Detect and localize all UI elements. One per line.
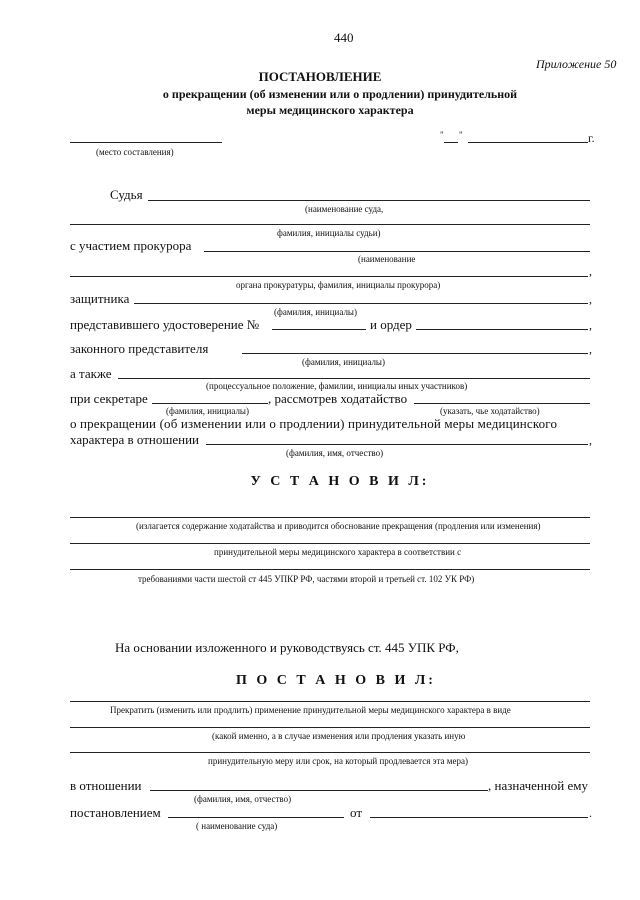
defender-label: защитника — [70, 291, 130, 306]
resolution-caption: ( наименование суда) — [196, 821, 278, 831]
defender-line[interactable] — [134, 303, 588, 304]
regarding-line-1: о прекращении (об изменении или о продлении) принудительной меры медицинского — [70, 416, 558, 431]
resolution-line[interactable] — [168, 817, 344, 818]
motion-line[interactable] — [414, 403, 590, 404]
regarding-caption: (фамилия, имя, отчество) — [286, 448, 384, 458]
motion-caption: (указать, чье ходатайство) — [440, 406, 540, 416]
decided-caption-1: Прекратить (изменить или продлить) применение принудительной меры медицинского характера в виде — [110, 705, 511, 715]
date-open-quote: " — [440, 130, 444, 140]
from-line[interactable] — [370, 817, 588, 818]
assigned-label: , назначенной ему — [488, 778, 588, 793]
established-header: У С Т А Н О В И Л: — [250, 474, 430, 489]
regarding-line[interactable] — [206, 444, 588, 445]
resolution-label: постановлением — [70, 805, 161, 820]
prosecutor-comma: , — [589, 264, 592, 278]
page-number: 440 — [334, 30, 354, 45]
judge-line-2[interactable] — [70, 224, 590, 225]
established-line-1[interactable] — [70, 517, 590, 518]
established-line-3[interactable] — [70, 569, 590, 570]
defender-comma: , — [589, 292, 592, 306]
doc-subtitle-2: меры медицинского характера — [246, 103, 414, 117]
place-line[interactable] — [70, 142, 222, 143]
legal-rep-label: законного представителя — [70, 341, 209, 356]
place-caption: (место составления) — [96, 147, 174, 157]
doc-title: ПОСТАНОВЛЕНИЕ — [258, 69, 382, 84]
established-caption-2: принудительной меры медицинского характера в соответствии с — [214, 547, 462, 557]
in-respect-line[interactable] — [150, 790, 488, 791]
also-label: а также — [70, 366, 112, 381]
prosecutor-caption-1: (наименование — [358, 254, 416, 264]
order-line[interactable] — [416, 329, 588, 330]
decided-line-3[interactable] — [70, 752, 590, 753]
prosecutor-line[interactable] — [204, 251, 590, 252]
prosecutor-caption-2: органа прокуратуры, фамилия, инициалы прокурора) — [236, 280, 441, 290]
date-day-line[interactable] — [444, 142, 458, 143]
date-year-suffix: г. — [588, 131, 595, 145]
decided-line-1[interactable] — [70, 701, 590, 702]
legal-rep-caption: (фамилия, инициалы) — [302, 357, 385, 367]
decided-caption-3: принудительную меру или срок, на который продлевается эта мера) — [208, 756, 468, 766]
order-comma: , — [589, 318, 592, 332]
in-respect-caption: (фамилия, имя, отчество) — [194, 794, 292, 804]
decided-header: П О С Т А Н О В И Л: — [236, 673, 436, 688]
also-caption: (процессуальное положение, фамилии, инициалы иных участников) — [206, 381, 468, 391]
doc-subtitle-1: о прекращении (об изменении или о продлении) принудительной — [162, 87, 518, 101]
court-caption: (наименование суда, — [305, 204, 384, 214]
also-line[interactable] — [118, 378, 590, 379]
in-respect-label: в отношении — [70, 778, 142, 793]
established-line-2[interactable] — [70, 543, 590, 544]
legal-rep-comma: , — [589, 342, 592, 356]
regarding-line-2: характера в отношении — [70, 432, 199, 447]
regarding-comma: , — [589, 433, 592, 447]
secretary-caption: (фамилия, инициалы) — [166, 406, 249, 416]
secretary-line[interactable] — [152, 403, 268, 404]
order-label: и ордер — [370, 317, 412, 332]
basis-text: На основании изложенного и руководствуясь ст. 445 УПК РФ, — [115, 640, 459, 655]
date-month-line[interactable] — [468, 142, 588, 143]
appendix-label: Приложение 50 — [536, 57, 617, 71]
motion-label: , рассмотрев ходатайство — [268, 391, 408, 406]
judge-caption: фамилия, инициалы судьи) — [277, 228, 381, 238]
date-mid-quote: " — [459, 130, 463, 140]
decided-line-2[interactable] — [70, 727, 590, 728]
certificate-label: представившего удостоверение № — [70, 317, 260, 332]
established-caption-1: (излагается содержание ходатайства и приводится обоснование прекращения (продления или изменения) — [136, 521, 541, 531]
judge-label: Судья — [110, 187, 143, 202]
decided-caption-2: (какой именно, а в случае изменения или продления указать иную — [212, 731, 466, 741]
established-caption-3: требованиями части шестой ст 445 УПКР РФ, частями второй и третьей ст. 102 УК РФ) — [138, 574, 475, 584]
resolution-period: . — [589, 806, 592, 820]
prosecutor-line-2[interactable] — [70, 276, 588, 277]
defender-caption: (фамилия, инициалы) — [274, 307, 357, 317]
certificate-number-line[interactable] — [272, 329, 366, 330]
legal-rep-line[interactable] — [242, 353, 588, 354]
judge-line[interactable] — [148, 200, 590, 201]
prosecutor-label: с участием прокурора — [70, 238, 192, 253]
from-label: от — [350, 805, 363, 820]
secretary-label: при секретаре — [70, 391, 148, 406]
